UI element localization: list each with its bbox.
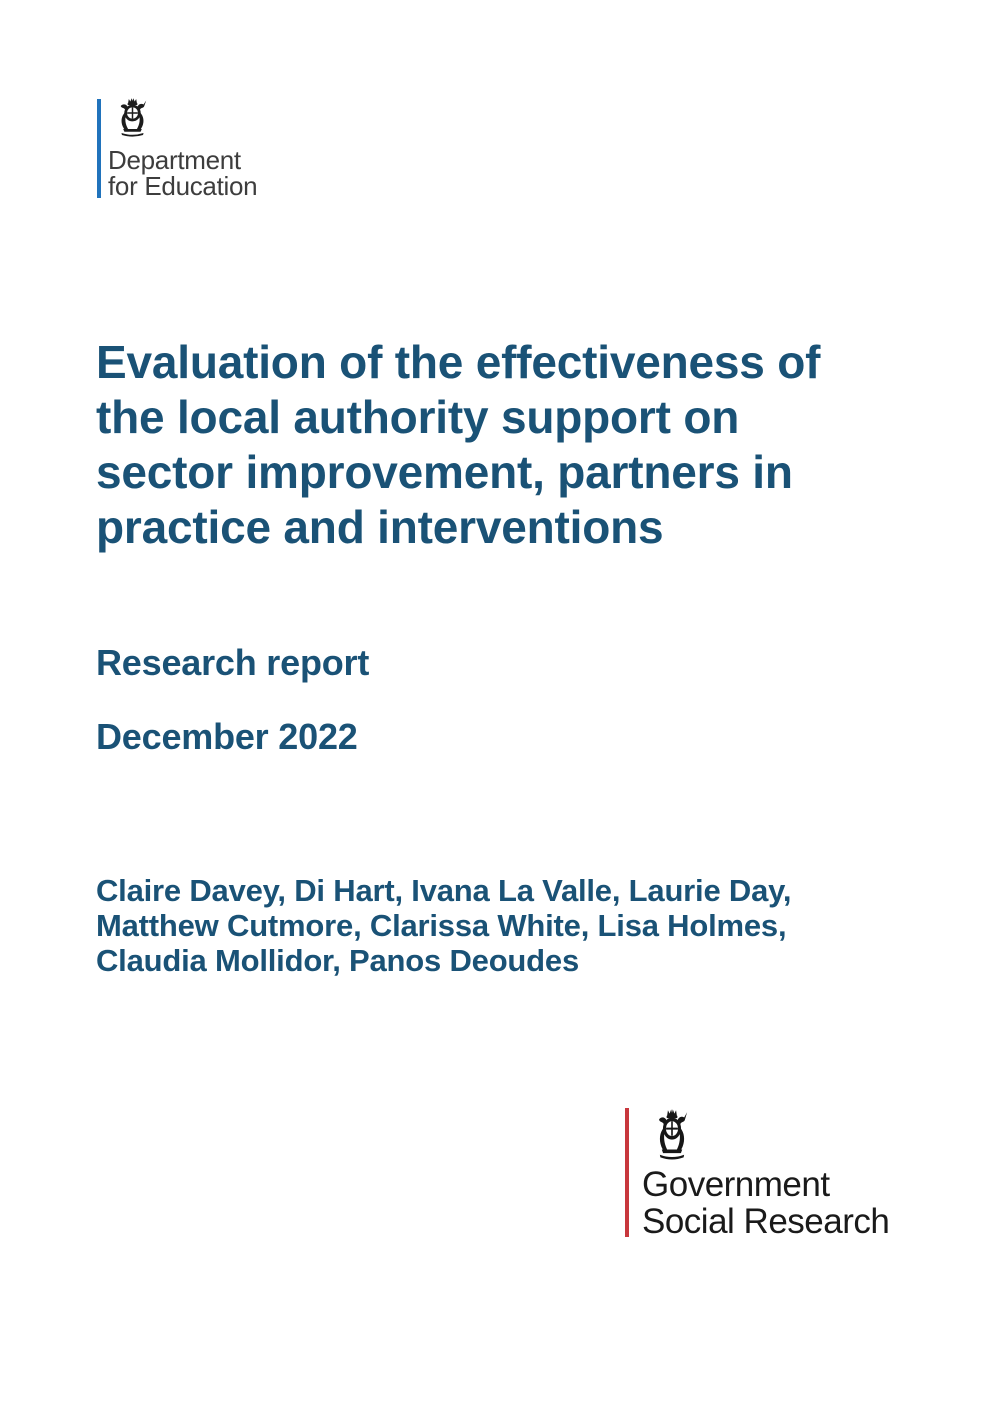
report-title bbox=[96, 335, 820, 555]
report-title-line: sector improvement, partners in bbox=[96, 446, 793, 498]
authors-line: Claudia Mollidor, Panos Deoudes bbox=[96, 943, 579, 978]
dfe-logo-text bbox=[108, 147, 257, 199]
report-title-line: practice and interventions bbox=[96, 501, 664, 553]
gsr-logo bbox=[625, 1108, 905, 1248]
dfe-logo-bar bbox=[97, 99, 101, 198]
royal-coat-of-arms-icon bbox=[645, 1109, 699, 1160]
gsr-logo-line2: Social Research bbox=[642, 1202, 890, 1241]
gsr-logo-line1: Government bbox=[642, 1165, 830, 1204]
gsr-logo-text bbox=[642, 1166, 889, 1240]
authors-line: Matthew Cutmore, Clarissa White, Lisa Holmes, bbox=[96, 908, 787, 943]
authors-block bbox=[96, 873, 791, 978]
report-title-line: Evaluation of the effectiveness of bbox=[96, 336, 821, 388]
gsr-logo-bar bbox=[625, 1108, 629, 1237]
dfe-logo bbox=[97, 97, 327, 207]
dfe-logo-line1: Department bbox=[108, 145, 241, 175]
report-type-label: Research report bbox=[96, 642, 370, 683]
authors-line: Claire Davey, Di Hart, Ivana La Valle, Laurie Day, bbox=[96, 873, 792, 908]
royal-coat-of-arms-icon bbox=[108, 98, 157, 137]
dfe-logo-line2: for Education bbox=[108, 171, 258, 201]
report-title-line: the local authority support on bbox=[96, 391, 740, 443]
report-date-label: December 2022 bbox=[96, 716, 358, 757]
